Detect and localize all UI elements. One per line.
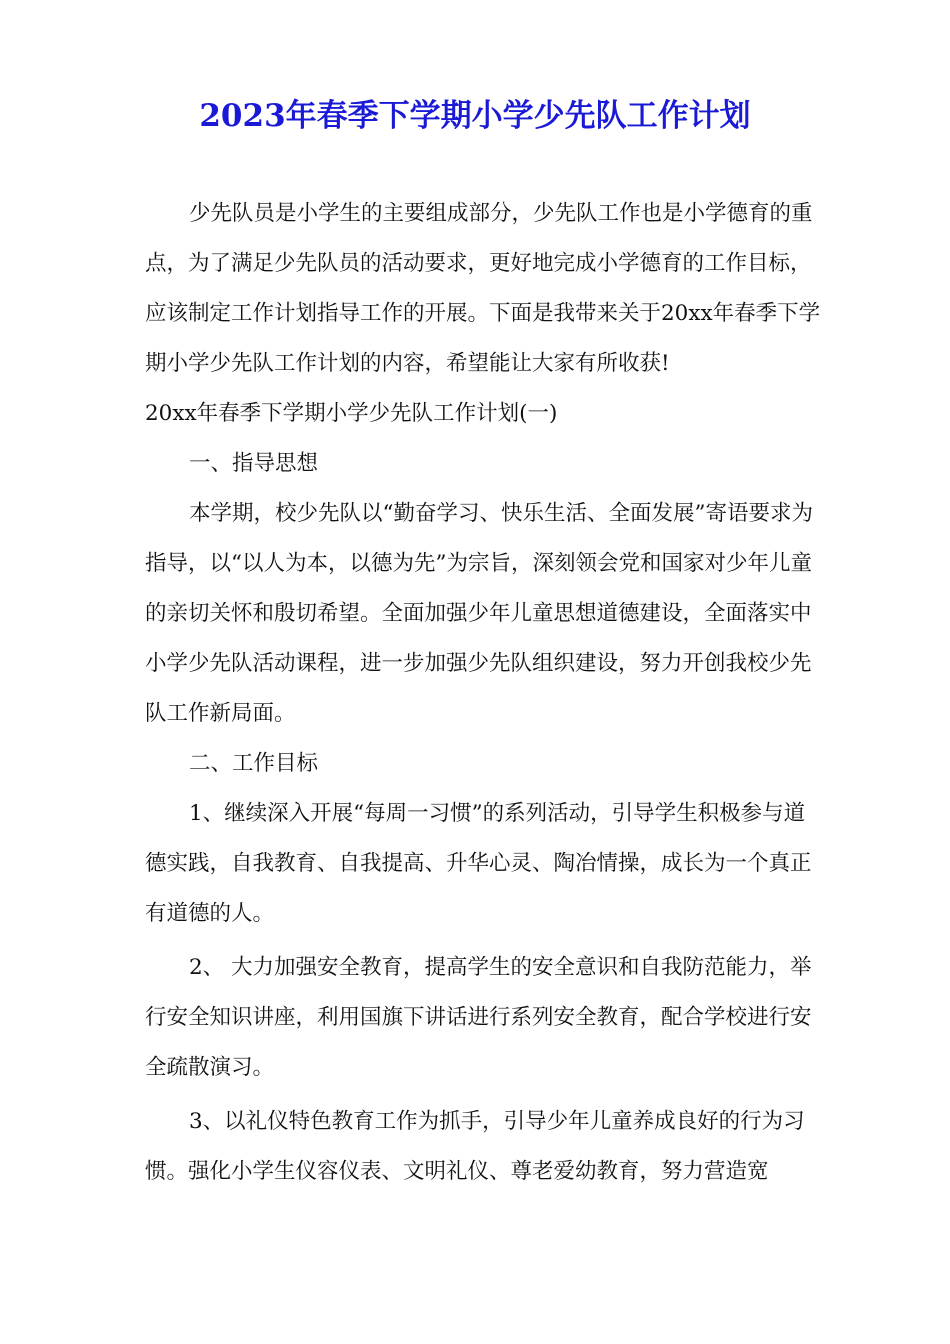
goal-item-3: 3、以礼仪特色教育工作为抓手，引导少年儿童养成良好的行为习惯。强化小学生仪容仪表、文明礼仪、尊老爱幼教育，努力营造宽 <box>145 1109 805 1184</box>
heading-work-goals: 二、工作目标 <box>189 751 319 776</box>
section-heading-plan-one: 20xx年春季下学期小学少先队工作计划(一) <box>145 401 558 426</box>
heading-guiding-ideology: 一、指导思想 <box>189 451 319 476</box>
guiding-ideology-paragraph: 本学期，校少先队以“勤奋学习、快乐生活、全面发展”寄语要求为指导，以“以人为本，以德为先”为宗旨，深刻领会党和国家对少年儿童的亲切关怀和殷切希望。全面加强少年儿童思想道德建设，全面落实中小学少先队活动课程，进一步加强少先队组织建设，努力开创我校少先队工作新局面。 <box>145 501 813 726</box>
document-body <box>145 189 825 1197</box>
goal-item-2: 2、 大力加强安全教育，提高学生的安全意识和自我防范能力，举行安全知识讲座，利用国旗下讲话进行系列安全教育，配合学校进行安全疏散演习。 <box>145 955 812 1080</box>
goal-item-1: 1、继续深入开展“每周一习惯”的系列活动，引导学生积极参与道德实践，自我教育、自我提高、升华心灵、陶冶情操，成长为一个真正有道德的人。 <box>145 801 812 926</box>
intro-paragraph: 少先队员是小学生的主要组成部分，少先队工作也是小学德育的重点，为了满足少先队员的活动要求，更好地完成小学德育的工作目标，应该制定工作计划指导工作的开展。下面是我带来关于20xx年春季下学期小学少先队工作计划的内容，希望能让大家有所收获! <box>145 201 821 376</box>
document-title: 2023年春季下学期小学少先队工作计划 <box>199 98 751 134</box>
